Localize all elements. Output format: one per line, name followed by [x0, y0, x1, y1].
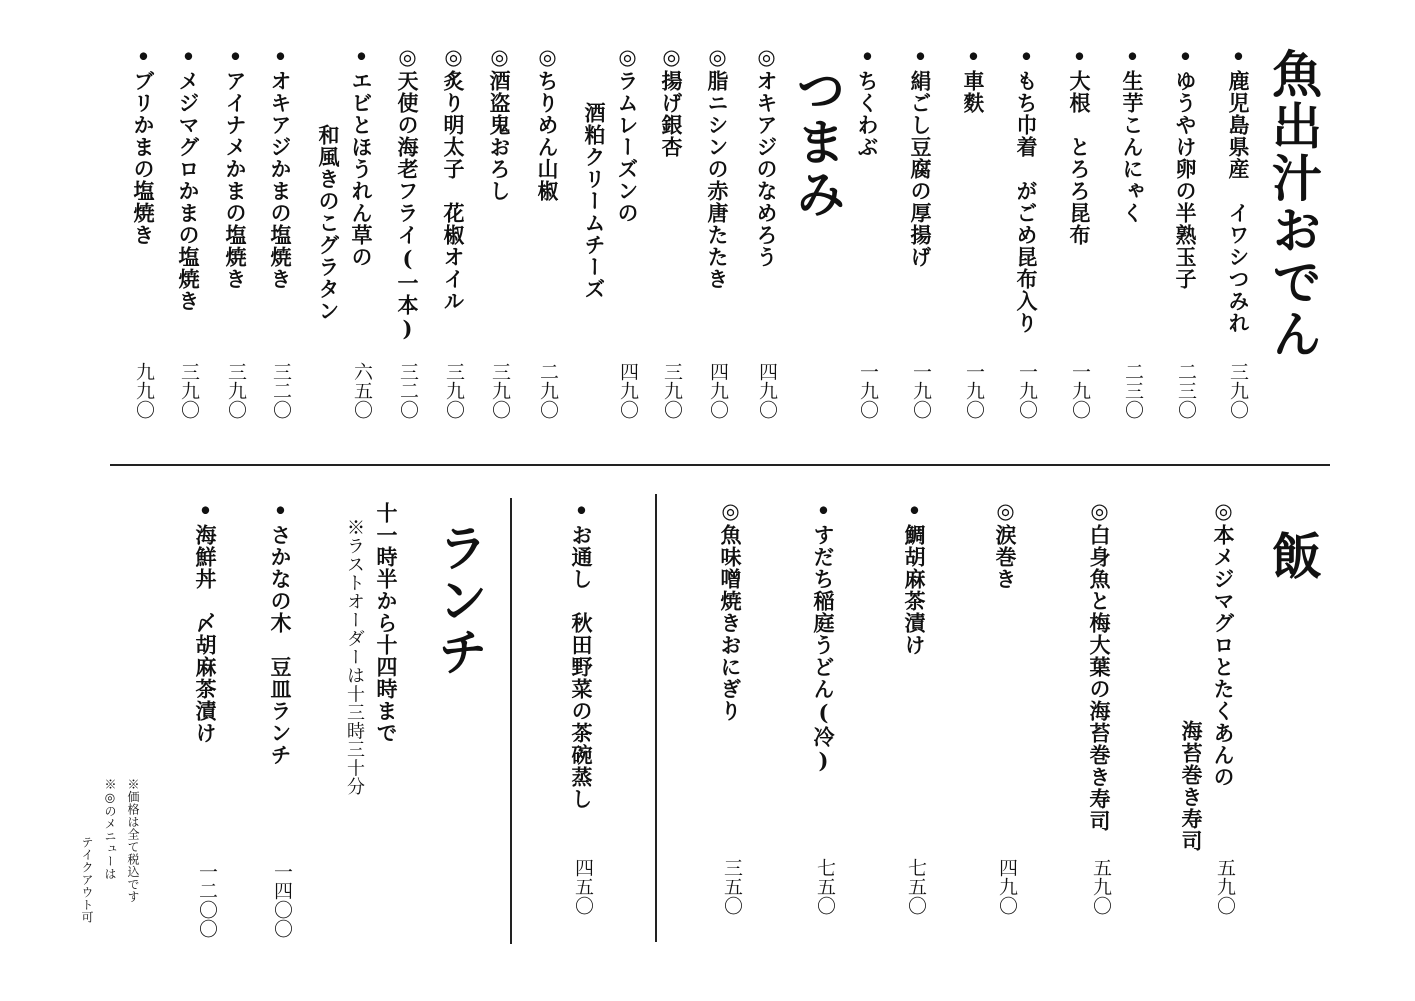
- tsumami-item-8: ◎天使の海老フライ(一本): [395, 44, 420, 342]
- meshi-item-1-line2: 海苔巻き寿司: [1179, 720, 1204, 852]
- oden-item-7: •絹ごし豆腐の厚揚げ: [908, 44, 933, 268]
- oden-item-5: •もち巾着 がごめ昆布入り: [1014, 44, 1039, 334]
- tsumami-item-4: ◎ラムレーズンの: [615, 44, 640, 224]
- tsumami-item-10: •オキアジかまの塩焼き: [268, 44, 293, 290]
- tsumami-item-9-line2: 和風きのこグラタン: [316, 124, 341, 322]
- tsumami-item-6: ◎酒盗鬼おろし: [487, 44, 512, 202]
- tsumami-item-3: ◎揚げ銀杏: [659, 44, 684, 158]
- note-tax: ※価格は全て税込です: [126, 778, 140, 903]
- oden-item-6: •車麩: [961, 44, 986, 114]
- note-takeout: ※◎のメニューは: [103, 778, 117, 880]
- tsumami-price-1: 四九〇: [756, 362, 778, 419]
- tsumami-price-13: 九九〇: [133, 362, 155, 419]
- otoshi-price: 四五〇: [572, 858, 594, 915]
- meshi-price-5: 七五〇: [814, 858, 836, 915]
- note-takeout-2: テイクアウト可: [80, 836, 94, 924]
- meshi-item-1: ◎本メジマグロとたくあんの: [1211, 498, 1236, 788]
- tsumami-title: つまみ: [788, 64, 847, 220]
- tsumami-item-5: ◎ちりめん山椒: [535, 44, 560, 202]
- lunch-price-1: 一四〇〇: [271, 862, 293, 938]
- tsumami-price-10: 三二〇: [270, 362, 292, 419]
- oden-price-5: 一九〇: [1016, 362, 1038, 419]
- oden-item-8: •ちくわぶ: [855, 44, 880, 158]
- tsumami-price-5: 二九〇: [537, 362, 559, 419]
- meshi-price-6: 三五〇: [721, 858, 743, 915]
- tsumami-price-11: 三九〇: [225, 362, 247, 419]
- tsumami-price-4: 四九〇: [617, 362, 639, 419]
- tsumami-price-12: 三九〇: [178, 362, 200, 419]
- oden-price-3: 二三〇: [1122, 362, 1144, 419]
- tsumami-item-2: ◎脂ニシンの赤唐たたき: [705, 44, 730, 290]
- oden-price-2: 二三〇: [1175, 362, 1197, 419]
- tsumami-item-1: ◎オキアジのなめろう: [754, 44, 779, 268]
- meshi-item-6: ◎魚味噌焼きおにぎり: [718, 498, 743, 722]
- oden-price-6: 一九〇: [963, 362, 985, 419]
- meshi-price-2: 五九〇: [1090, 858, 1112, 915]
- oden-price-8: 一九〇: [857, 362, 879, 419]
- tsumami-item-9: •エビとほうれん草の: [349, 44, 374, 268]
- lunch-hours: 十一時半から十四時まで: [374, 502, 399, 744]
- lunch-title: ランチ: [430, 522, 489, 678]
- tsumami-item-7: ◎炙り明太子 花椒オイル: [441, 44, 466, 312]
- vertical-divider-right: [655, 494, 657, 942]
- lunch-price-2: 一二〇〇: [196, 862, 218, 938]
- meshi-item-3: ◎涙巻き: [993, 498, 1018, 590]
- oden-price-7: 一九〇: [910, 362, 932, 419]
- lunch-last-order: ※ラストオーダーは十三時三十分: [344, 518, 365, 796]
- meshi-price-1: 五九〇: [1214, 858, 1236, 915]
- otoshi-item: •お通し 秋田野菜の茶碗蒸し: [569, 498, 594, 810]
- lunch-item-1: •さかなの木 豆皿ランチ: [268, 498, 293, 766]
- tsumami-price-6: 三九〇: [489, 362, 511, 419]
- meshi-price-3: 四九〇: [996, 858, 1018, 915]
- oden-item-1: •鹿児島県産 イワシつみれ: [1226, 44, 1251, 334]
- oden-price-1: 三九〇: [1227, 362, 1249, 419]
- oden-title: 魚出汁おでん: [1264, 48, 1323, 360]
- tsumami-item-11: •アイナメかまの塩焼き: [223, 44, 248, 290]
- meshi-price-4: 七五〇: [905, 858, 927, 915]
- oden-item-2: •ゆうやけ卵の半熟玉子: [1173, 44, 1198, 290]
- lunch-item-2: •海鮮丼 〆胡麻茶漬け: [193, 498, 218, 744]
- oden-item-3: •生芋こんにゃく: [1120, 44, 1145, 224]
- tsumami-price-2: 四九〇: [707, 362, 729, 419]
- meshi-item-4: •鯛胡麻茶漬け: [902, 498, 927, 656]
- tsumami-item-12: •メジマグロかまの塩焼き: [176, 44, 201, 312]
- section-divider: [110, 464, 1330, 466]
- tsumami-price-3: 三九〇: [661, 362, 683, 419]
- tsumami-price-9: 六五〇: [351, 362, 373, 419]
- oden-price-4: 一九〇: [1069, 362, 1091, 419]
- tsumami-item-13: •ブリかまの塩焼き: [131, 44, 156, 246]
- oden-item-4: •大根 とろろ昆布: [1067, 44, 1092, 246]
- meshi-item-5: •すだち稲庭うどん(冷): [811, 498, 836, 774]
- tsumami-price-7: 三九〇: [443, 362, 465, 419]
- meshi-item-2: ◎白身魚と梅大葉の海苔巻き寿司: [1087, 498, 1112, 832]
- tsumami-price-8: 三二〇: [397, 362, 419, 419]
- vertical-divider-left: [510, 498, 512, 944]
- meshi-title: 飯: [1264, 530, 1323, 582]
- tsumami-item-4-line2: 酒粕クリームチーズ: [582, 102, 607, 300]
